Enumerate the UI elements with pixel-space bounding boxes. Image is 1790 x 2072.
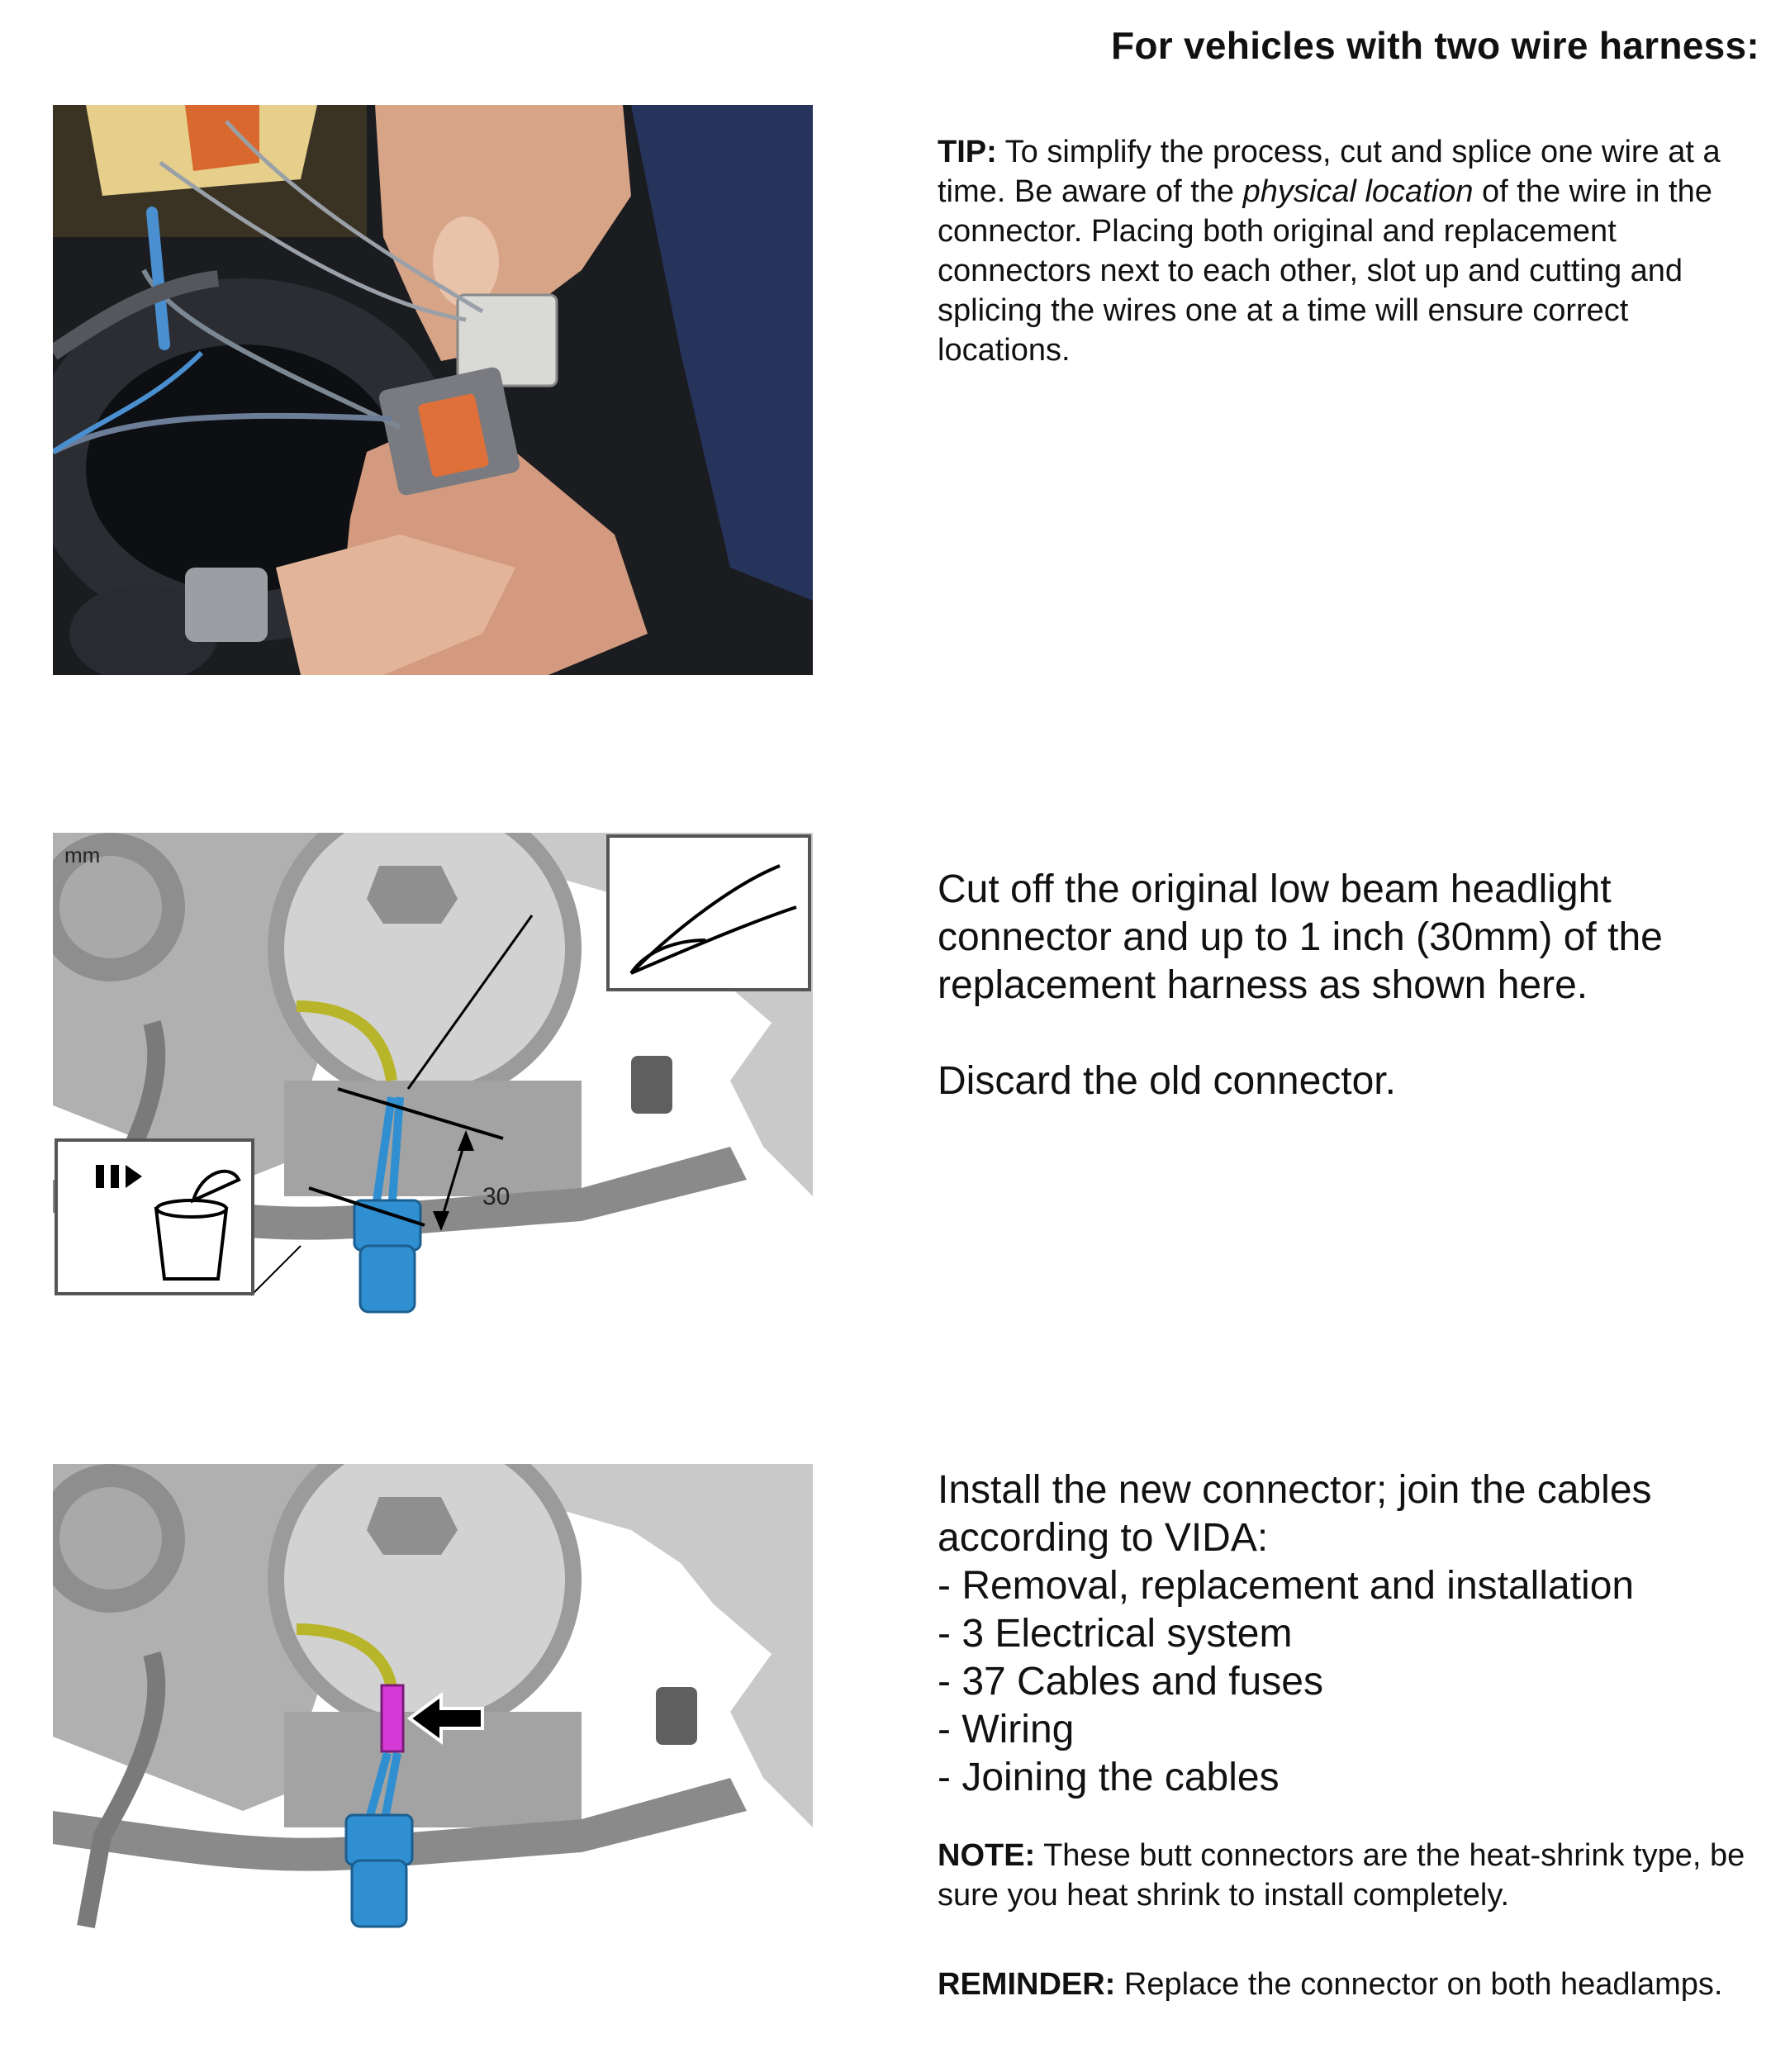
step-discard-text: Discard the old connector. (938, 1059, 1396, 1103)
step-cut-text: Cut off the original low beam headlight connector and up to 1 inch (30mm) of the replacement harness as shown here. (938, 867, 1663, 1007)
step-install-intro: Install the new connector; join the cables according to VIDA: (938, 1468, 1652, 1560)
tip-emphasis: physical location (1242, 174, 1474, 209)
step-cut-instructions (938, 866, 1764, 1105)
diagram-cut-connector (53, 833, 813, 1320)
note-label: NOTE: (938, 1838, 1036, 1873)
trash-bin-icon (56, 1140, 253, 1294)
reminder-paragraph (938, 1965, 1764, 2004)
diagram-install-connector (53, 1464, 813, 1951)
note-text: These butt connectors are the heat-shrink type, be sure you heat shrink to install completely. (938, 1838, 1745, 1913)
step-install-instructions (938, 1466, 1764, 1802)
photo-connectors-in-hands (53, 105, 813, 675)
reminder-label: REMINDER: (938, 1967, 1116, 2002)
dimension-label: 30 (482, 1183, 510, 1210)
reminder-text: Replace the connector on both headlamps. (1115, 1967, 1723, 2002)
tip-paragraph (938, 132, 1764, 370)
tip-text-before: To simplify the process, cut and splice one wire at a time. Be aware of the (938, 135, 1721, 209)
list-item: - Joining the cables (938, 1756, 1280, 1799)
unit-label: mm (64, 843, 101, 867)
list-item: - 37 Cables and fuses (938, 1660, 1323, 1704)
page-heading: For vehicles with two wire harness: (1110, 24, 1759, 67)
tip-label: TIP: (938, 135, 997, 169)
list-item: - Removal, replacement and installation (938, 1564, 1635, 1608)
vida-path-list (938, 1562, 1764, 1802)
wire-cutter-icon (608, 836, 810, 990)
tip-text-after: of the wire in the connector. Placing both original and replacement connectors next to each other, slot up and cutting and splicing the wires one at a time will ensure correct locations. (938, 174, 1712, 368)
note-paragraph (938, 1836, 1764, 1915)
list-item: - 3 Electrical system (938, 1612, 1293, 1656)
list-item: - Wiring (938, 1708, 1075, 1751)
